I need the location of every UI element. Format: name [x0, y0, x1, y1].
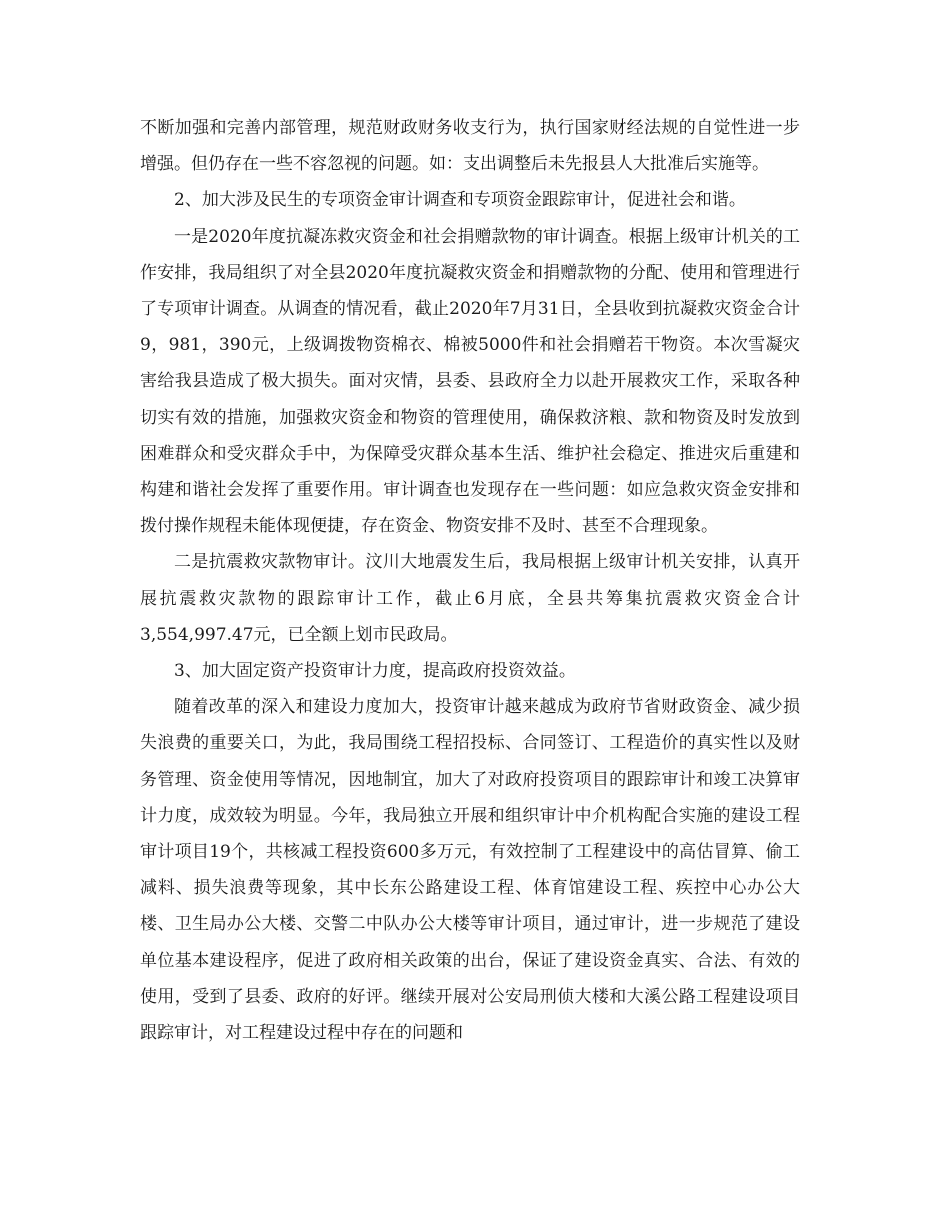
paragraph-investment-audit: 随着改革的深入和建设力度加大，投资审计越来越成为政府节省财政资金、减少损失浪费的重要关口，为此，我局围绕工程招投标、合同签订、工程造价的真实性以及财务管理、资金使用等情况，因地制宜，加大了对政府投资项目的跟踪审计和竣工决算审计力度，成效较为明显。今年，我局独立开展和组织审计中介机构配合实施的建设工程审计项目19个，共核减工程投资600多万元，有效控制了工程建设中的高估冒算、偷工减料、损失浪费等现象，其中长东公路建设工程、体育馆建设工程、疾控中心办公大楼、卫生局办公大楼、交警二中队办公大楼等审计项目，通过审计，进一步规范了建设单位基本建设程序，促进了政府相关政策的出台，保证了建设资金真实、合法、有效的使用，受到了县委、政府的好评。继续开展对公安局刑侦大楼和大溪公路工程建设项目跟踪审计，对工程建设过程中存在的问题和: [140, 697, 800, 1044]
section-heading-2: 2、加大涉及民生的专项资金审计调查和专项资金跟踪审计，促进社会和谐。: [174, 190, 746, 211]
paragraph-earthquake-audit: 二是抗震救灾款物审计。汶川大地震发生后，我局根据上级审计机关安排，认真开展抗震救灾款物的跟踪审计工作，截止6月底，全县共筹集抗震救灾资金合计3,554,997.47元，已全额上划市民政局。: [140, 552, 800, 645]
section-heading-3: 3、加大固定资产投资审计力度，提高政府投资效益。: [174, 661, 576, 682]
paragraph-continuation: 不断加强和完善内部管理，规范财政财务收支行为，执行国家财经法规的自觉性进一步增强。但仍存在一些不容忽视的问题。如：支出调整后未先报县人大批准后实施等。: [140, 118, 800, 175]
paragraph-disaster-relief-audit: 一是2020年度抗凝冻救灾资金和社会捐赠款物的审计调查。根据上级审计机关的工作安排，我局组织了对全县2020年度抗凝救灾资金和捐赠款物的分配、使用和管理进行了专项审计调查。从调查的情况看，截止2020年7月31日，全县收到抗凝救灾资金合计9，981，390元，上级调拨物资棉衣、棉被5000件和社会捐赠若干物资。本次雪凝灾害给我县造成了极大损失。面对灾情，县委、县政府全力以赴开展救灾工作，采取各种切实有效的措施，加强救灾资金和物资的管理使用，确保救济粮、款和物资及时发放到困难群众和受灾群众手中，为保障受灾群众基本生活、维护社会稳定、推进灾后重建和构建和谐社会发挥了重要作用。审计调查也发现存在一些问题：如应急救灾资金安排和拨付操作规程未能体现便捷，存在资金、物资安排不及时、甚至不合理现象。: [140, 226, 800, 537]
document-body: [140, 110, 800, 1051]
